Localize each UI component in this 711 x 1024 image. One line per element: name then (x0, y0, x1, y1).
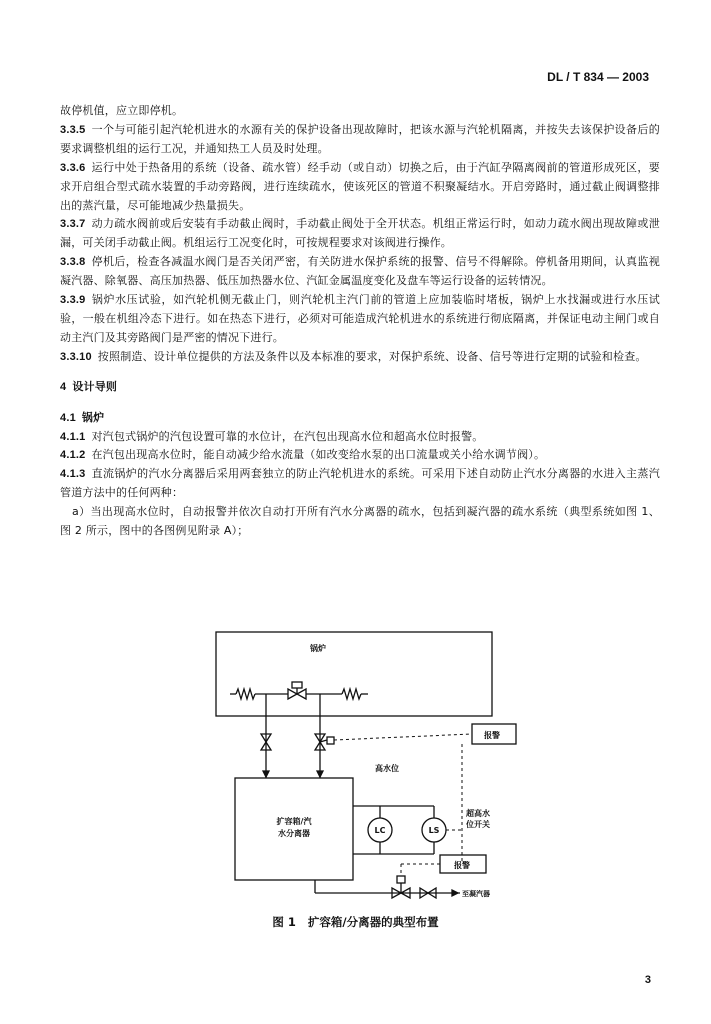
section-number: 4 (60, 380, 67, 393)
switch-label-line1: 超高水 (466, 809, 490, 818)
clause-3-3-7 (60, 215, 660, 253)
high-level-label: 高水位 (375, 764, 399, 773)
page-number: 3 (644, 974, 651, 986)
section-title: 设计导则 (72, 379, 118, 393)
paragraph (60, 102, 660, 121)
section-number: 4.1 (60, 411, 76, 424)
clause-text: 按照制造、设计单位提供的方法及条件以及本标准的要求，对保护系统、设备、信号等进行定期的试验和检查。 (97, 349, 647, 363)
section-title: 锅炉 (81, 410, 105, 424)
right-valve-actuator-icon (327, 737, 334, 744)
figure-caption (0, 914, 711, 930)
clause-number: 3.3.8 (60, 256, 86, 269)
bottom-valve-actuator-icon (397, 876, 405, 883)
ls-label: LS (428, 826, 440, 835)
clause-4-1-1 (60, 428, 660, 447)
separator-label-line2: 水分离器 (278, 829, 310, 838)
clause-number: 4.1.1 (60, 430, 86, 443)
list-item-a (60, 503, 660, 541)
body-text (60, 102, 660, 541)
figure-1-diagram (190, 628, 520, 913)
flow-arrow-icon (317, 771, 323, 777)
document-code: DL / T 834 — 2003 (547, 70, 649, 84)
clause-text: 直流锅炉的汽水分离器后采用两套独立的防止汽轮机进水的系统。可采用下述自动防止汽水分离器的水进入主蒸汽管道方法中的任何两种： (60, 467, 660, 500)
clause-text: 停机后，检查各减温水阀门是否关闭严密，有关防进水保护系统的报警、信号不得解除。停机备用期间，认真监视凝汽器、除氧器、高压加热器、低压加热器水位、汽缸金属温度变化及盘车等运行设备的运转情况。 (60, 255, 660, 288)
paragraph-text: 故停机值，应立即停机。 (60, 104, 184, 117)
section-heading-4-1 (60, 409, 660, 428)
to-condenser-label: 至凝汽器 (462, 890, 490, 898)
left-resistor-icon (236, 689, 255, 699)
separator-label-line1: 扩容箱/汽 (276, 817, 312, 826)
boiler-box (216, 632, 492, 716)
signal-line (334, 734, 472, 740)
figure-caption-text: 扩容箱/分离器的典型布置 (307, 915, 439, 929)
clause-text: 锅炉水压试验，如汽轮机侧无截止门，则汽轮机主汽门前的管道上应加装临时堵板，锅炉上水找漏或进行水压试验，一般在机组冷态下进行。如在热态下进行，必须对可能造成汽轮机进水的系统进行彻底隔离，并保证电动主闸门或自动主汽门及其旁路阀门是严密的情况下进行。 (60, 293, 660, 344)
clause-number: 4.1.2 (60, 449, 86, 462)
clause-number: 3.3.9 (60, 294, 86, 307)
clause-3-3-5 (60, 121, 660, 159)
clause-text: 在汽包出现高水位时，能自动减少给水流量（如改变给水泵的出口流量或关小给水调节阀）。 (91, 448, 546, 462)
alarm-bottom-label: 报警 (454, 861, 470, 870)
flow-arrow-icon (452, 890, 458, 896)
clause-text: 运行中处于热备用的系统（设备、疏水管）经手动（或自动）切换之后，由于汽缸孕隔离阀前的管道形成死区，要求开启组合型式疏水装置的手动旁路阀，进行连续疏水，使该死区的管道不积聚凝结水。开启旁路时，通过截止阀调整排出的蒸汽量，尽可能地减少热量损失。 (60, 160, 660, 212)
boiler-valve-icon (288, 689, 297, 699)
flow-arrow-icon (263, 771, 269, 777)
list-item-text: a）当出现高水位时，自动报警并依次自动打开所有汽水分离器的疏水，包括到凝汽器的疏水系统（典型系统如图 1、图 2 所示，图中的各图例见附录 A）； (60, 505, 660, 538)
right-resistor-icon (342, 689, 361, 699)
clause-4-1-3 (60, 465, 660, 503)
clause-3-3-9 (60, 291, 660, 348)
clause-3-3-8 (60, 253, 660, 291)
lc-label: LC (374, 826, 386, 835)
clause-text: 动力疏水阀前或后安装有手动截止阀时，手动截止阀处于全开状态。机组正常运行时，如动力疏水阀出现故障或泄漏，可关闭手动截止阀。机组运行工况变化时，可按规程要求对该阀进行操作。 (60, 217, 660, 250)
clause-3-3-6 (60, 159, 660, 216)
clause-text: 一个与可能引起汽轮机进水的水源有关的保护设备出现故障时，把该水源与汽轮机隔离，并按失去该保护设备后的要求调整机组的运行工况，并通知热工人员及时处理。 (60, 122, 660, 155)
clause-number: 3.3.7 (60, 218, 86, 231)
clause-4-1-2 (60, 446, 660, 465)
boiler-label: 锅炉 (310, 644, 326, 653)
alarm-top-label: 报警 (484, 731, 500, 740)
clause-number: 3.3.6 (60, 161, 86, 174)
clause-number: 4.1.3 (60, 468, 86, 481)
section-heading-4 (60, 378, 660, 397)
valve-actuator-icon (292, 682, 302, 688)
clause-3-3-10 (60, 348, 660, 367)
switch-label-line2: 位开关 (466, 820, 490, 829)
figure-caption-number: 图 1 (272, 915, 296, 929)
clause-text: 对汽包式锅炉的汽包设置可靠的水位计，在汽包出现高水位和超高水位时报警。 (91, 429, 484, 443)
clause-number: 3.3.5 (60, 123, 86, 136)
clause-number: 3.3.10 (60, 350, 92, 363)
